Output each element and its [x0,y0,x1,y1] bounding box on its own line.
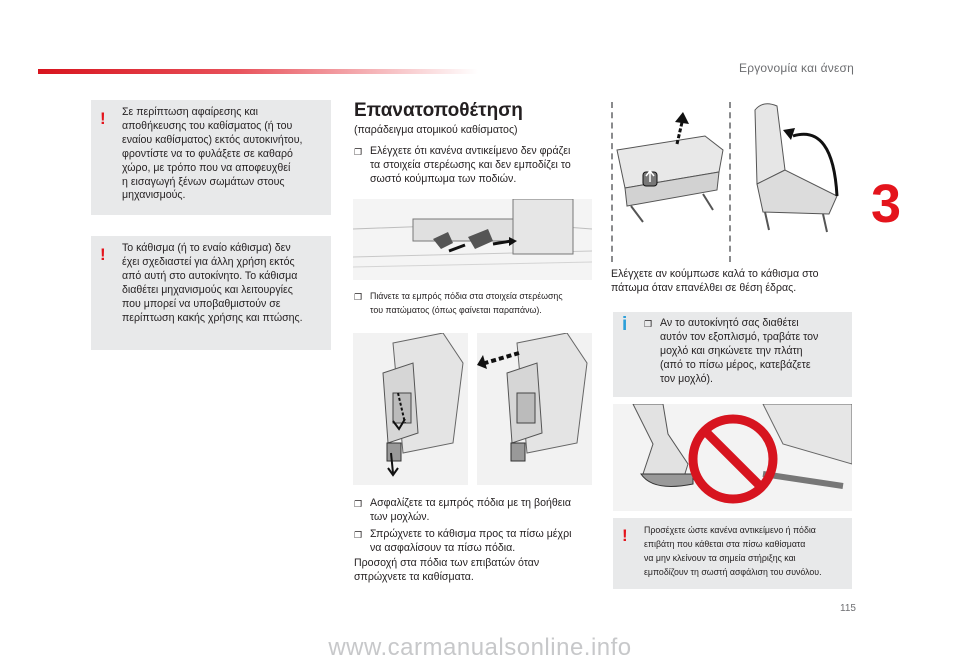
text-line: μοχλό και σηκώνετε την πλάτη [660,344,803,357]
warning-icon: ! [100,245,106,264]
info-box-lever [613,312,852,397]
warning-text [122,242,327,325]
folded-seat-drawing [613,110,727,225]
text-line: Σε περίπτωση αφαίρεσης και [122,106,258,118]
feet-on-anchor-drawing [613,404,852,511]
warning-text [644,523,850,579]
warning-box-obstruction [613,518,852,589]
text-line: επιβάτη που κάθεται στα πίσω καθίσματα [644,539,806,549]
text-line: εμποδίζουν τη σωστή ασφάλιση του συνόλου. [644,567,822,577]
text-line: διαθέτει μηχανισμούς και λειτουργίες [122,283,293,296]
text-line: φροντίστε να το φυλάξετε σε καθαρό [122,147,293,160]
text-line: πάτωμα όταν επανέλθει σε θέση έδρας. [611,281,797,294]
text-line: έχει σχεδιαστεί για άλλη χρήση εκτός [122,255,295,268]
seat-lever-drawing [353,333,468,485]
seat-lock-illustration-left [353,333,468,485]
text-line: μηχανισμούς. [122,189,186,202]
section-heading: Επανατοποθέτηση [354,100,523,121]
seat-lock-illustration-right [477,333,592,485]
bullet-icon: ❐ [644,319,653,329]
text-line: να ασφαλίσουν τα πίσω πόδια. [370,541,516,554]
text-line: των μοχλών. [370,510,430,523]
step-check-obstruction [354,145,594,187]
bullet-icon: ❐ [354,530,363,540]
text-line: Ελέγχετε αν κούμπωσε καλά το κάθισμα στο [611,268,819,280]
text-line: εναίου καθίσματος) εκτός αυτοκινήτου, [122,133,303,146]
text-line: (από το πίσω μέρος, κατεβάζετε [660,358,811,371]
raised-seat-drawing [733,100,847,245]
warning-icon: ! [622,526,628,545]
prohibited-feet-illustration [613,404,852,511]
text-line: αυτόν τον εξοπλισμό, τραβάτε τον [660,330,819,343]
seat-push-back-drawing [477,333,592,485]
page-number: 115 [840,603,856,614]
text-line: τον μοχλό). [660,372,713,385]
text-line: Ασφαλίζετε τα εμπρός πόδια με τη βοήθεια [370,497,571,509]
watermark: www.carmanualsonline.info [328,634,632,661]
section-subtitle: (παράδειγμα ατομικού καθίσματος) [354,124,518,136]
caution-note [354,557,594,585]
text-line: Πιάνετε τα εμπρός πόδια στα στοιχεία στερέωσης [370,291,563,301]
text-line: Αν το αυτοκίνητό σας διαθέτει [660,317,799,329]
floor-anchor-illustration [353,199,592,280]
text-line: του πατώματος (όπως φαίνεται παραπάνω). [370,305,542,315]
header-accent-bar [38,69,478,74]
text-line: Προσέχετε ώστε κανένα αντικείμενο ή πόδια [644,525,816,535]
check-seat-locked [611,268,851,296]
floor-anchor-drawing [353,199,592,280]
warning-icon: ! [100,109,106,128]
warning-box-storage [91,100,331,215]
bullet-icon: ❐ [354,499,363,509]
text-line: Το κάθισμα (ή το εναίο κάθισμα) δεν [122,242,291,254]
text-line: σπρώχνετε τα καθίσματα. [354,570,474,583]
seat-raised-illustration [733,100,847,245]
step-push-seat-back [354,528,594,556]
text-line: Ελέγχετε ότι κανένα αντικείμενο δεν φράζει [370,145,571,157]
warning-box-usage [91,236,331,350]
text-line: αποθήκευσης του καθίσματος (ή του [122,119,293,132]
divider-dashed [729,102,731,262]
chapter-number: 3 [870,174,902,234]
seat-folded-illustration [613,110,727,225]
text-line: χώρο, με τρόπο που να αποφευχθεί [122,161,291,174]
text-line: που μπορεί να υποβαθμιστούν σε [122,297,281,310]
info-text [644,317,849,387]
info-icon: i [622,314,628,335]
text-line: από αυτή στο αυτοκίνητο. Το κάθισμα [122,269,298,282]
bullet-icon: ❐ [354,147,363,157]
text-line: να μην κλείνουν τα σημεία στήριξης και [644,553,796,563]
text-line: σωστό κούμπωμα των ποδιών. [370,172,517,185]
warning-text [122,106,327,203]
illustration-caption [354,289,594,317]
bullet-icon: ❐ [354,292,363,302]
text-line: Προσοχή στα πόδια των επιβατών όταν [354,557,540,569]
text-line: περίπτωση κακής χρήσης και πτώσης. [122,311,303,324]
text-line: η εισαγωγή ξένων σωμάτων στους [122,175,285,188]
text-line: Σπρώχνετε το κάθισμα προς τα πίσω μέχρι [370,528,572,540]
text-line: τα στοιχεία στερέωσης και δεν εμποδίζει το [370,158,571,171]
step-lock-front-legs [354,497,594,525]
section-title: Εργονομία και άνεση [739,61,854,75]
